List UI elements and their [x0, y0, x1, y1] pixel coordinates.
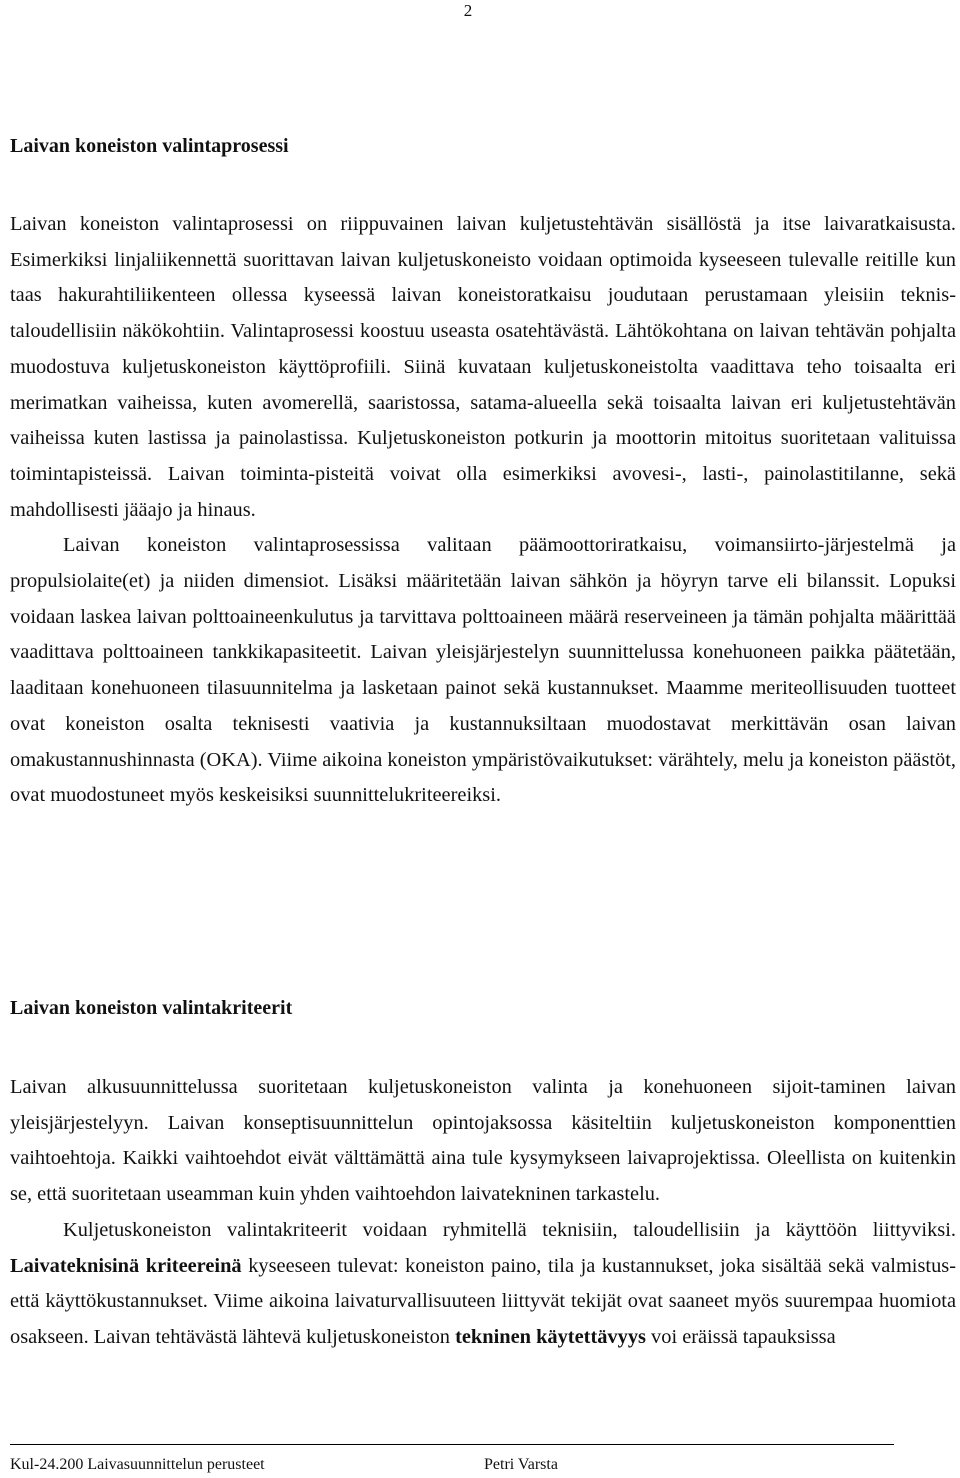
paragraph — [10, 1213, 956, 1356]
page-number: 2 — [463, 1, 473, 20]
footer-course: Kul-24.200 Laivasuunnittelun perusteet — [10, 1456, 265, 1473]
footer-divider — [10, 1444, 894, 1445]
paragraph: Laivan koneiston valintaprosessi on riippuvainen laivan kuljetustehtävän sisällöstä ja itse laivaratkaisusta. Esimerkiksi linjaliikennettä suorittavan laivan kuljetuskoneisto voidaan optimoida kyseeseen tulevalle reitille kun taas hakurahtiliikenteen ollessa kyseessä laivan koneistoratkaisu joudutaan perustamaan yleisiin teknis-taloudellisiin näkökohtiin. Valintaprosessi koostuu useasta osatehtävästä. Lähtökohtana on laivan tehtävän pohjalta muodostuva kuljetuskoneiston käyttöprofiili. Siinä kuvataan kuljetuskoneistolta vaadittava teho toisaalta eri merimatkan vaiheissa, kuten avomerellä, saaristossa, satama-alueella sekä toisaalta laivan eri kuljetustehtävän vaiheissa kuten lastissa ja painolastissa. Kuljetuskoneiston potkurin ja moottorin mitoitus suoritetaan valituissa toimintapisteissä. Laivan toiminta-pisteitä voivat olla esimerkiksi avovesi-, lasti-, painolastitilanne, sekä mahdollisesti jääajo ja hinaus. — [10, 213, 956, 521]
section-heading-valintaprosessi: Laivan koneiston valintaprosessi — [10, 135, 289, 157]
paragraph: Laivan alkusuunnittelussa suoritetaan kuljetuskoneiston valinta ja konehuoneen sijoit-taminen laivan yleisjärjestelyyn. Laivan konseptisuunnittelun opintojaksossa käsiteltiin kuljetuskoneiston komponenttien vaihtoehtoja. Kaikki vaihtoehdot eivät välttämättä aina tule kysymykseen laivaprojektissa. Oleellista on kuitenkin se, että suoritetaan useamman kuin yhden vaihtoehdon laivatekninen tarkastelu. — [10, 1076, 956, 1206]
paragraph: Laivan koneiston valintaprosessissa valitaan päämoottoriratkaisu, voimansiirto-järjestelmä ja propulsiolaite(et) ja niiden dimensiot. Lisäksi määritetään laivan sähkön ja höyryn tarve eli bilanssit. Lopuksi voidaan laskea laivan polttoaineenkulutus ja tarvittava polttoaineen määrä reserveineen ja tämän pohjalta määrittää vaadittava polttoaineen tankkikapasiteetit. Laivan yleisjärjestelyn suunnittelussa konehuoneen paikka päätetään, laaditaan konehuoneen tilasuunnitelma ja lasketaan painot sekä kustannukset. Maamme meriteollisuuden tuotteet ovat koneiston osalta teknisesti vaativia ja kustannuksiltaan muodostavat merkittävän osan laivan omakustannushinnasta (OKA). Viime aikoina koneiston ympäristövaikutukset: värähtely, melu ja koneiston päästöt, ovat muodostuneet myös keskeisiksi suunnittelukriteereiksi. — [10, 534, 956, 807]
text-run: kyseeseen tulevat: koneiston paino, tila ja kustannukset, joka sisältää sekä valmistus- että käyttökustannukset. Viime aikoina laivaturvallisuuteen liittyvät tekijät ovat saaneet myös suurempaa huomiota osakseen. Laivan tehtävästä lähtevä kuljetuskoneiston — [10, 1254, 956, 1348]
section-body-valintakriteerit — [10, 1070, 956, 1356]
footer-author: Petri Varsta — [484, 1456, 558, 1473]
text-run: Kuljetuskoneiston valintakriteerit voidaan ryhmitellä teknisiin, taloudellisiin ja käyttöön liittyviksi. — [63, 1218, 956, 1241]
bold-term-laivateknisina-kriteereina: Laivateknisinä kriteereinä — [10, 1254, 242, 1277]
section-heading-valintakriteerit: Laivan koneiston valintakriteerit — [10, 997, 293, 1019]
bold-term-tekninen-kaytettavyys: tekninen käytettävyys — [455, 1325, 646, 1348]
text-run: voi eräissä tapauksissa — [645, 1325, 836, 1348]
section-body-valintaprosessi — [10, 207, 956, 814]
